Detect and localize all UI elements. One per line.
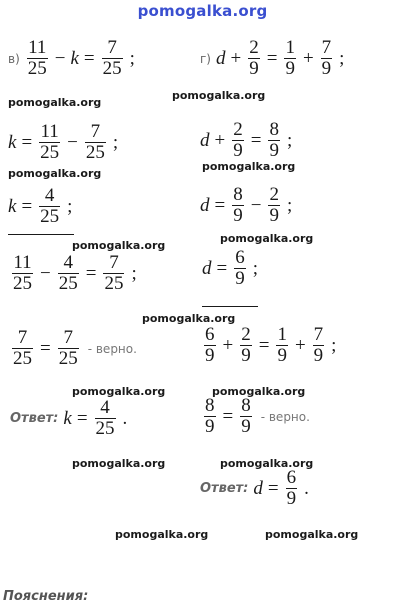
watermark: pomogalka.org xyxy=(72,385,166,398)
answer-label: Ответ: xyxy=(200,481,249,496)
watermark: pomogalka.org xyxy=(212,385,306,398)
result-underline xyxy=(202,306,258,307)
right-answer: Ответ: d = $\frac{6}{9}$ . xyxy=(200,467,309,509)
watermark: pomogalka.org xyxy=(220,457,314,470)
watermark: pomogalka.org xyxy=(172,89,266,102)
watermark: pomogalka.org xyxy=(202,160,296,173)
left-answer: Ответ: k = $\frac{4}{25}$ . xyxy=(10,397,128,439)
explanations-heading: Пояснения: xyxy=(3,589,89,604)
left-row-1: в) $\frac{11}{25}$ − k = $\frac{7}{25}$ ; xyxy=(8,37,135,79)
fraction: $\frac{11}{25}$ xyxy=(27,37,47,79)
watermark: pomogalka.org xyxy=(115,528,209,541)
right-row-5: $\frac{6}{9}$ + $\frac{2}{9}$ = $\frac{1}{9}$ + $\frac{7}{9}$ ; xyxy=(205,324,337,366)
watermark: pomogalka.org xyxy=(220,232,314,245)
verno-note: - верно. xyxy=(260,409,310,424)
site-header[interactable]: pomogalka.org xyxy=(137,2,268,20)
right-row-1: г) d + $\frac{2}{9}$ = $\frac{1}{9}$ + $\frac{7}{9}$ ; xyxy=(200,37,345,79)
part-g-label: г) xyxy=(200,51,211,66)
watermark: pomogalka.org xyxy=(8,96,102,109)
left-row-3: k = $\frac{4}{25}$ ; xyxy=(8,185,73,227)
right-row-2: d + $\frac{2}{9}$ = $\frac{8}{9}$ ; xyxy=(200,119,293,161)
left-row-5: $\frac{7}{25}$ = $\frac{7}{25}$ - верно. xyxy=(13,327,137,369)
right-row-6: $\frac{8}{9}$ = $\frac{8}{9}$ - верно. xyxy=(205,395,310,437)
watermark: pomogalka.org xyxy=(72,457,166,470)
right-row-4: d = $\frac{6}{9}$ ; xyxy=(202,247,258,289)
part-v-label: в) xyxy=(8,51,20,66)
result-underline xyxy=(8,234,74,235)
left-row-4: $\frac{11}{25}$ − $\frac{4}{25}$ = $\frac{7}{25}$ ; xyxy=(13,252,137,294)
left-row-2: k = $\frac{11}{25}$ − $\frac{7}{25}$ ; xyxy=(8,121,119,163)
watermark: pomogalka.org xyxy=(265,528,359,541)
right-row-3: d = $\frac{8}{9}$ − $\frac{2}{9}$ ; xyxy=(200,184,293,226)
watermark: pomogalka.org xyxy=(142,312,236,325)
answer-label: Ответ: xyxy=(10,411,59,426)
fraction: $\frac{7}{25}$ xyxy=(102,37,122,79)
verno-note: - верно. xyxy=(87,341,137,356)
watermark: pomogalka.org xyxy=(72,239,166,252)
watermark: pomogalka.org xyxy=(8,167,102,180)
